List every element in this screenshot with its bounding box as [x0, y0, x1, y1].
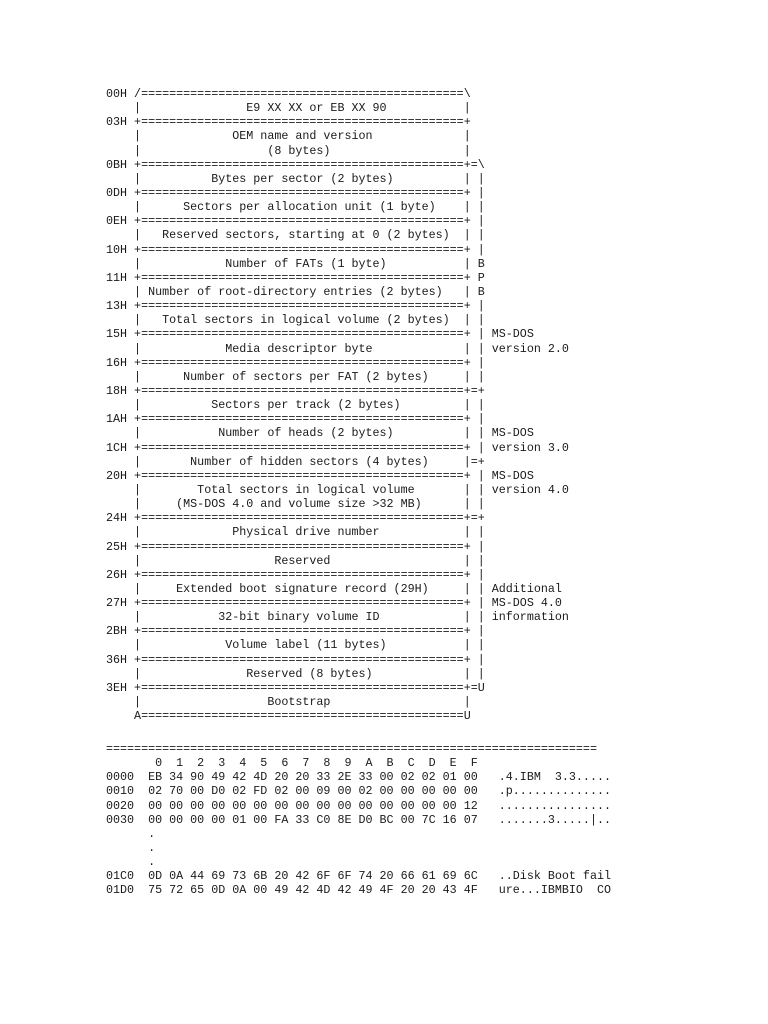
diagram-line: | Number of root-directory entries (2 bytes) | B: [106, 284, 485, 299]
diagram-line: | Total sectors in logical volume (2 bytes) | |: [106, 313, 485, 328]
diagram-line: | Media descriptor byte | | version 2.0: [106, 341, 569, 356]
diagram-line: | Number of FATs (1 byte) | B: [106, 256, 485, 271]
diagram-line: 1CH +==============================================+ | version 3.0: [106, 440, 569, 455]
diagram-line: | Extended boot signature record (29H) | | Additional: [106, 581, 562, 596]
diagram-line: | Physical drive number | |: [106, 525, 485, 540]
diagram-line: A==============================================U: [106, 709, 471, 724]
diagram-line: | Total sectors in logical volume | | version 4.0: [106, 482, 569, 497]
diagram-line: 27H +==============================================+ | MS-DOS 4.0: [106, 596, 562, 611]
diagram-line: 1AH +==============================================+ |: [106, 412, 485, 427]
diagram-line: 3EH +==============================================+=U: [106, 680, 485, 695]
diagram-line: | Bootstrap |: [106, 695, 471, 710]
diagram-line: 36H +==============================================+ |: [106, 652, 485, 667]
diagram-line: | Reserved | |: [106, 553, 485, 568]
diagram-line: 24H +==============================================+=+: [106, 511, 485, 526]
diagram-line: 15H +==============================================+ | MS-DOS: [106, 327, 534, 342]
diagram-line: | Bytes per sector (2 bytes) | |: [106, 171, 485, 186]
hex-dump-separator: ======================================================================: [106, 742, 597, 756]
hex-dump-ellipsis: .: [106, 826, 156, 841]
diagram-line: 00H /==============================================\: [106, 87, 471, 101]
diagram-line: 13H +==============================================+ |: [106, 299, 485, 314]
diagram-line: | Reserved (8 bytes) | |: [106, 666, 485, 681]
hex-dump-ellipsis: .: [106, 855, 156, 870]
hex-dump-row: 0030 00 00 00 00 01 00 FA 33 C0 8E D0 BC 00 7C 16 07 .......3.....|..: [106, 812, 611, 827]
diagram-line: 0BH +==============================================+=\: [106, 157, 485, 172]
diagram-line: 26H +==============================================+ |: [106, 567, 485, 582]
hex-dump-row: 0020 00 00 00 00 00 00 00 00 00 00 00 00 00 00 00 12 ................: [106, 798, 611, 813]
diagram-line: 18H +==============================================+=+: [106, 383, 485, 398]
hex-dump: [106, 742, 611, 898]
hex-dump-column-header: 0 1 2 3 4 5 6 7 8 9 A B C D E F: [106, 756, 478, 771]
hex-dump-ellipsis: .: [106, 840, 156, 855]
diagram-line: | OEM name and version |: [106, 129, 471, 144]
diagram-line: | (8 bytes) |: [106, 143, 471, 158]
boot-sector-layout-diagram: [106, 87, 569, 723]
hex-dump-row: 01D0 75 72 65 0D 0A 00 49 42 4D 42 49 4F 20 20 43 4F ure...IBMBIO CO: [106, 883, 611, 898]
diagram-line: | 32-bit binary volume ID | | information: [106, 610, 569, 625]
hex-dump-row: 0010 02 70 00 D0 02 FD 02 00 09 00 02 00 00 00 00 00 .p..............: [106, 784, 611, 799]
diagram-line: 0DH +==============================================+ |: [106, 185, 485, 200]
diagram-line: | Reserved sectors, starting at 0 (2 bytes) | |: [106, 228, 485, 243]
diagram-line: | Sectors per allocation unit (1 byte) | |: [106, 200, 485, 215]
hex-dump-row: 01C0 0D 0A 44 69 73 6B 20 42 6F 6F 74 20 66 61 69 6C ..Disk Boot fail: [106, 869, 611, 884]
diagram-line: | Number of sectors per FAT (2 bytes) | |: [106, 369, 485, 384]
diagram-line: 11H +==============================================+ P: [106, 270, 485, 285]
diagram-line: 20H +==============================================+ | MS-DOS: [106, 468, 534, 483]
hex-dump-row: 0000 EB 34 90 49 42 4D 20 20 33 2E 33 00 02 02 01 00 .4.IBM 3.3.....: [106, 770, 611, 785]
diagram-line: 10H +==============================================+ |: [106, 242, 485, 257]
diagram-line: 25H +==============================================+ |: [106, 539, 485, 554]
diagram-line: | Number of heads (2 bytes) | | MS-DOS: [106, 426, 534, 441]
diagram-line: | (MS-DOS 4.0 and volume size >32 MB) | |: [106, 497, 485, 512]
diagram-line: 16H +==============================================+ |: [106, 355, 485, 370]
diagram-line: 03H +==============================================+: [106, 115, 471, 130]
diagram-line: | Sectors per track (2 bytes) | |: [106, 398, 485, 413]
diagram-line: 2BH +==============================================+ |: [106, 624, 485, 639]
diagram-line: | Volume label (11 bytes) | |: [106, 638, 485, 653]
diagram-line: | Number of hidden sectors (4 bytes) |=+: [106, 454, 485, 469]
diagram-line: | E9 XX XX or EB XX 90 |: [106, 101, 471, 116]
diagram-line: 0EH +==============================================+ |: [106, 214, 485, 229]
